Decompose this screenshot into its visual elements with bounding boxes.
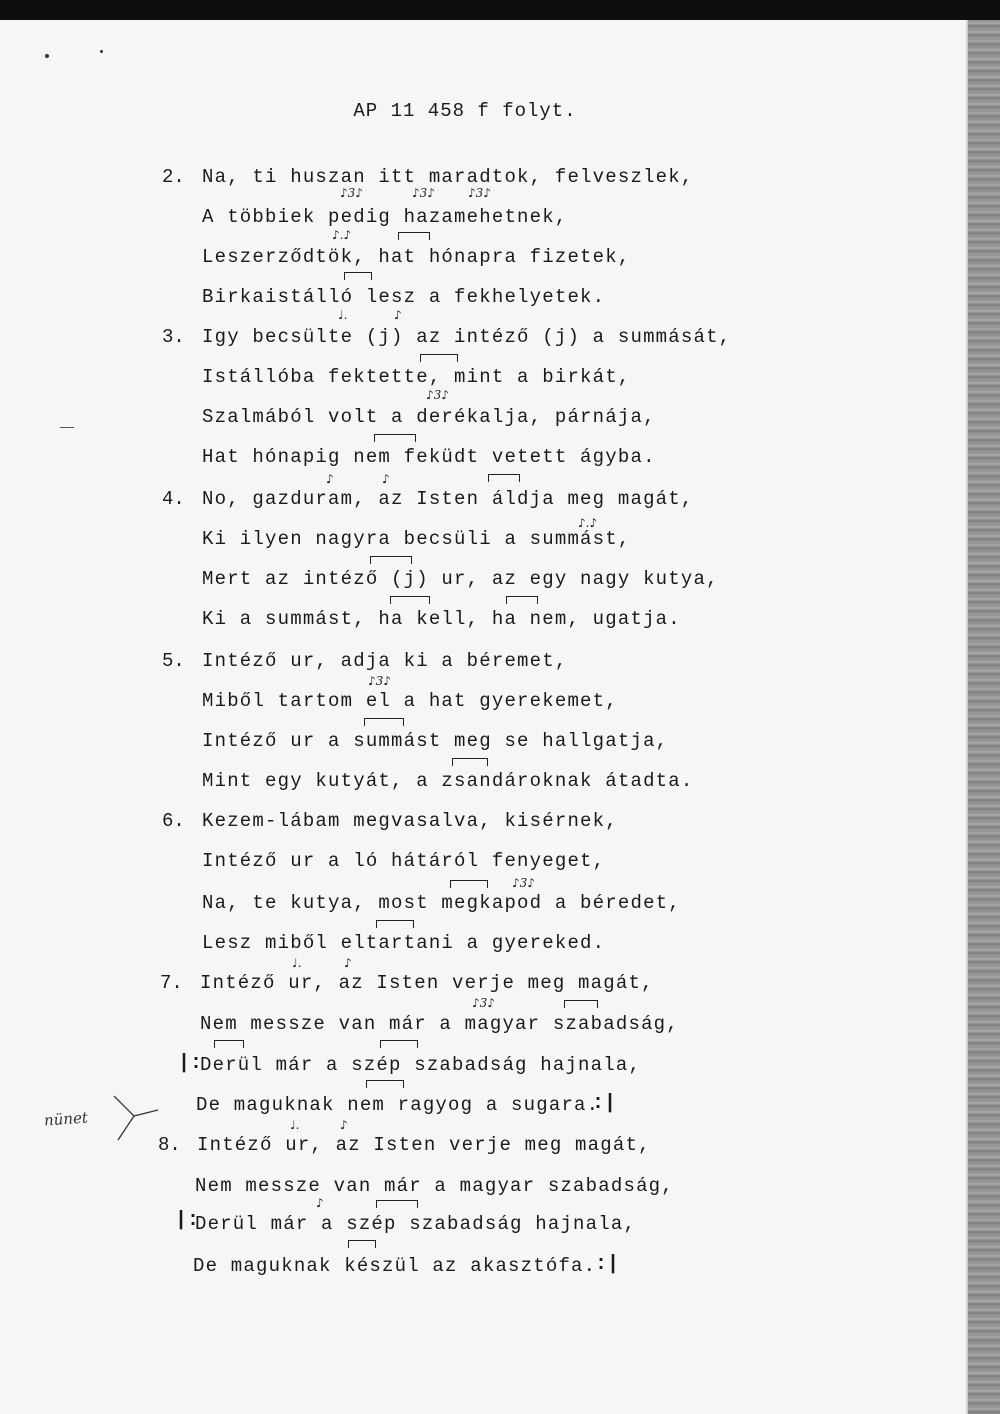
stanza-number: 3.: [162, 326, 185, 348]
rhythm-mark: ♩.: [338, 308, 348, 322]
note-bracket: [564, 1000, 598, 1008]
verse-line: Istállóba fektette, mint a birkát,: [202, 366, 631, 388]
verse-line: Intéző ur a summást meg se hallgatja,: [202, 730, 669, 752]
rhythm-mark: ♩.: [290, 1118, 300, 1132]
rhythm-mark: ♪: [316, 1196, 324, 1210]
scan-right-border: [968, 20, 1000, 1414]
note-bracket: [370, 556, 412, 564]
rhythm-mark: ♪: [344, 956, 352, 970]
rhythm-mark: ♩.: [292, 956, 302, 970]
verse-line: De maguknak készül az akasztófa.: [193, 1255, 597, 1277]
note-bracket: [452, 758, 488, 766]
rhythm-mark: ♪: [340, 1118, 348, 1132]
note-bracket: [376, 920, 414, 928]
verse-line: Intéző ur, adja ki a béremet,: [202, 650, 568, 672]
note-bracket: [348, 1240, 376, 1248]
note-bracket: [398, 232, 430, 240]
verse-line: Intéző ur, az Isten verje meg magát,: [200, 972, 654, 994]
verse-line: Mert az intéző (j) ur, az egy nagy kutya,: [202, 568, 719, 590]
note-bracket: [374, 434, 416, 442]
verse-line: Mint egy kutyát, a zsandároknak átadta.: [202, 770, 694, 792]
verse-line: No, gazduram, az Isten áldja meg magát,: [202, 488, 694, 510]
rhythm-mark: ♪3♪: [340, 186, 363, 200]
rhythm-mark: ♪3♪: [468, 186, 491, 200]
verse-line: Lesz miből eltartani a gyereked.: [202, 932, 606, 954]
note-bracket: [506, 596, 538, 604]
verse-line: Hat hónapig nem feküdt vetett ágyba.: [202, 446, 656, 468]
repeat-start-sign: |:: [178, 1052, 203, 1075]
rhythm-mark: ♪: [382, 472, 390, 486]
note-bracket: [214, 1040, 244, 1048]
note-bracket: [390, 596, 430, 604]
verse-line: Birkaistálló lesz a fekhelyetek.: [202, 286, 606, 308]
verse-line: Ki a summást, ha kell, ha nem, ugatja.: [202, 608, 681, 630]
verse-line: De maguknak nem ragyog a sugara.: [196, 1094, 600, 1116]
rhythm-mark: ♪: [394, 308, 402, 322]
repeat-start-sign: |:: [175, 1209, 200, 1232]
speck-mark: [100, 50, 103, 53]
repeat-end-sign: :|: [592, 1092, 617, 1115]
rhythm-mark: ♪3♪: [368, 674, 391, 688]
stanza-number: 2.: [162, 166, 185, 188]
stanza-number: 6.: [162, 810, 185, 832]
stanza-number: 7.: [160, 972, 183, 994]
note-bracket: [488, 474, 520, 482]
margin-dash: [60, 427, 74, 428]
note-bracket: [344, 272, 372, 280]
verse-line: Intéző ur, az Isten verje meg magát,: [197, 1134, 651, 1156]
verse-line: Nem messze van már a magyar szabadság,: [200, 1013, 679, 1035]
verse-line: Szalmából volt a derékalja, párnája,: [202, 406, 656, 428]
note-bracket: [380, 1040, 418, 1048]
margin-handwritten-note: nünet: [43, 1108, 89, 1130]
verse-line: Igy becsülte (j) az intéző (j) a summását,: [202, 326, 732, 348]
rhythm-mark: ♪3♪: [472, 996, 495, 1010]
repeat-end-sign: :|: [595, 1253, 620, 1276]
rhythm-mark: ♪.♪: [332, 228, 352, 242]
note-bracket: [450, 880, 488, 888]
note-bracket: [420, 354, 458, 362]
verse-line: Kezem-lábam megvasalva, kisérnek,: [202, 810, 618, 832]
verse-line: Miből tartom el a hat gyerekemet,: [202, 690, 618, 712]
verse-line: Intéző ur a ló hátáról fenyeget,: [202, 850, 606, 872]
verse-line: Na, ti huszan itt maradtok, felveszlek,: [202, 166, 694, 188]
scan-top-border: [0, 0, 1000, 20]
rhythm-mark: ♪3♪: [412, 186, 435, 200]
scan-edge-highlight: [966, 20, 968, 1414]
stanza-number: 4.: [162, 488, 185, 510]
verse-line: Derül már a szép szabadság hajnala,: [195, 1213, 637, 1235]
stanza-number: 5.: [162, 650, 185, 672]
verse-line: Nem messze van már a magyar szabadság,: [195, 1175, 674, 1197]
verse-line: Na, te kutya, most megkapod a béredet,: [202, 892, 681, 914]
verse-line: Derül már a szép szabadság hajnala,: [200, 1054, 642, 1076]
rhythm-mark: ♪: [326, 472, 334, 486]
stanza-number: 8.: [158, 1134, 181, 1156]
note-bracket: [364, 718, 404, 726]
note-bracket: [376, 1200, 418, 1208]
note-bracket: [366, 1080, 404, 1088]
speck-mark: [45, 54, 49, 58]
margin-arrow-icon: [112, 1092, 162, 1144]
verse-line: Ki ilyen nagyra becsüli a summást,: [202, 528, 631, 550]
rhythm-mark: ♪3♪: [426, 388, 449, 402]
rhythm-mark: ♪.♪: [578, 516, 598, 530]
rhythm-mark: ♪3♪: [512, 876, 535, 890]
verse-line: Leszerződtök, hat hónapra fizetek,: [202, 246, 631, 268]
verse-line: A többiek pedig hazamehetnek,: [202, 206, 568, 228]
page-header: AP 11 458 f folyt.: [353, 100, 577, 122]
